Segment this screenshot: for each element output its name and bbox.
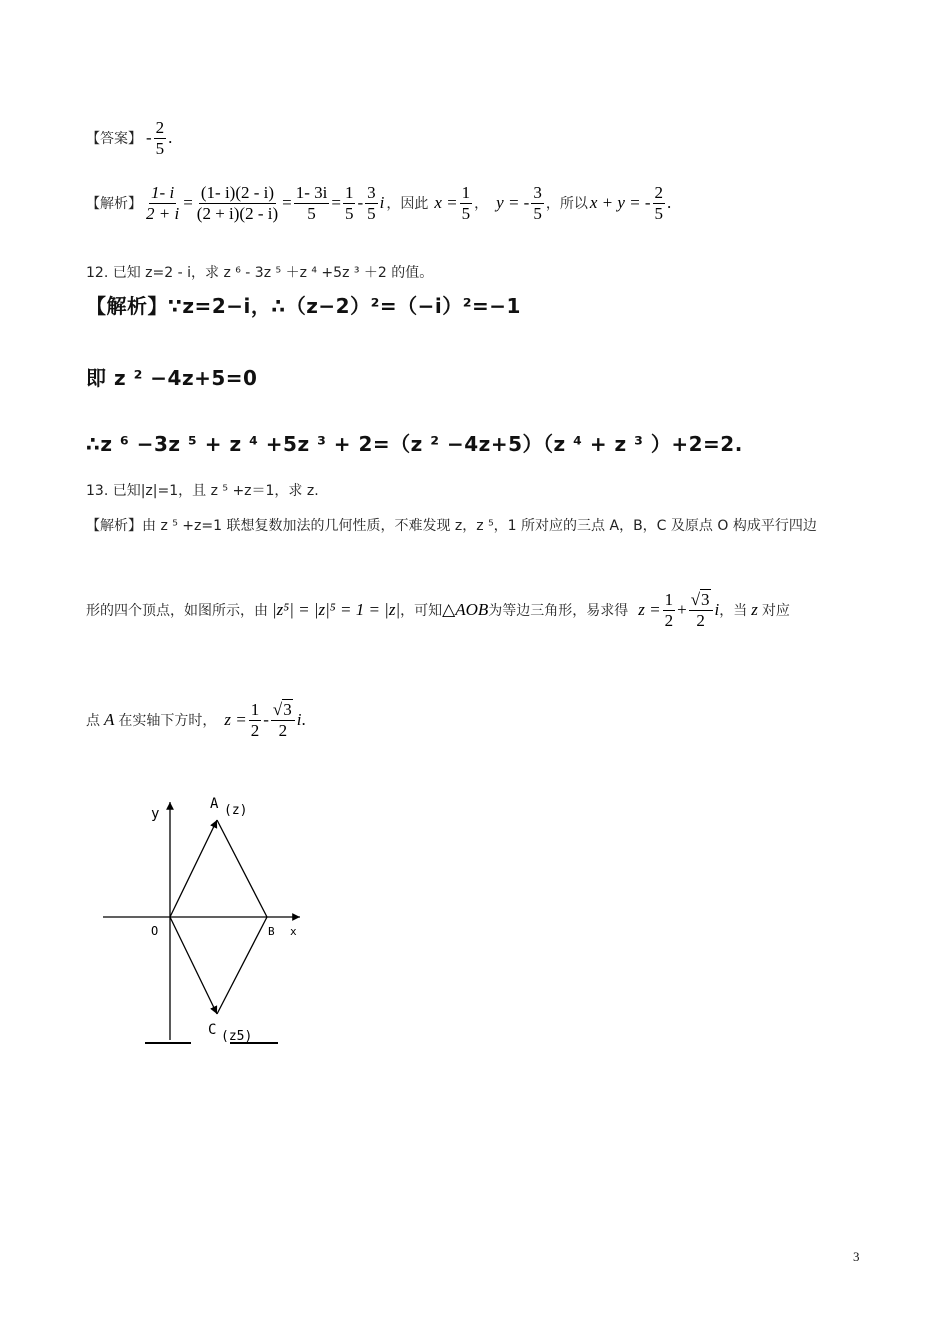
x-label: x [290,925,297,938]
answer-sign: - [146,128,152,148]
analysis-1-line: 【解析】 $\frac{1- i}{2 + i}$ = $\frac{(1- i)(2 - i)}{(2 + i)(2 - i)}$ = $\frac{1- 3i}{5}$ = $\frac{1}{5}$ - $\frac{3}{5}$ i ，因此 x = $\frac{1}{5}$ ， y = - $\frac{3}{5}$ ，所以 x + y = - $\frac{2}{5}$ . [86,183,672,223]
answer-label: 【答案】 [86,131,142,148]
fraction-half-2: $\frac{1}{2}$ [250,700,260,740]
analysis-label: 【解析】 [86,196,142,213]
fraction-sqrt3-2: $\frac{√3}{2}$ [271,700,295,740]
fraction-4: $\frac{1}{5}$ [344,183,354,223]
fraction-1: $\frac{1- i}{2 + i}$ [146,183,180,223]
fraction-5: $\frac{3}{5}$ [367,183,376,223]
fraction-xy: $\frac{2}{5}$ [654,183,664,223]
page-number: 3 [853,1249,860,1264]
point-b-label: B [268,925,275,938]
triangle-aob: △AOB [442,600,489,620]
vector-oa [170,820,217,917]
fraction-3: $\frac{1- 3i}{5}$ [295,183,328,223]
q13-solution-line-1: 【解析】由 z ⁵ +z=1 联想复数加法的几何性质，不难发现 z，z ⁵，1 所对应的三点 A，B，C 及原点 O 构成平行四边 [86,518,817,534]
q13-solution-line-3: 点 A 在实轴下方时， z = $\frac{1}{2}$ - $\frac{√3}{2}$ i . [86,700,306,740]
y-label: y [151,806,160,822]
abs-expression: |z⁵| = |z|⁵ = 1 = |z| [272,600,401,620]
fraction-2: $\frac{(1- i)(2 - i)}{(2 + i)(2 - i)}$ [196,183,279,223]
fraction-x: $\frac{1}{5}$ [461,183,471,223]
point-a-label: A [210,796,219,812]
q12-solution-line-3: ∴z ⁶ −3z ⁵ + z ⁴ +5z ³ + 2=（z ² −4z+5）（z ⁴ + z ³ ）+2=2. [86,432,743,456]
point-a-sub: (z) [224,803,248,818]
q12-solution-line-1: 【解析】∵z=2−i，∴（z−2）²=（−i）²=−1 [86,294,521,318]
vector-oc [170,917,217,1014]
q13-solution-line-2: 形的四个顶点，如图所示，由 |z⁵| = |z|⁵ = 1 = |z| ，可知 △AOB 为等边三角形，易求得 z = $\frac{1}{2}$ + $\frac{√3}{2}$ i ，当 z 对应 [86,590,790,630]
answer-line: 【答案】 - $\frac{2}{5}$ . [86,118,173,158]
fraction-sqrt3: $\frac{√3}{2}$ [689,590,713,630]
answer-fraction: $\frac{2}{5}$ [155,118,165,158]
question-13: 13. 已知|z|=1，且 z ⁵ +z＝1，求 z. [86,483,319,499]
fraction-half: $\frac{1}{2}$ [664,590,674,630]
parallelogram-figure [95,790,325,1060]
origin-label: O [151,924,159,938]
fraction-y: $\frac{3}{5}$ [533,183,542,223]
q12-solution-line-2: 即 z ² −4z+5=0 [86,366,258,390]
question-12: 12. 已知 z=2 - i，求 z ⁶ - 3z ⁵ ＋z ⁴ +5z ³ ＋2 的值。 [86,265,434,281]
point-c-label: C [208,1022,217,1038]
point-c-sub: (z5) [221,1029,253,1044]
edge-cb [217,917,267,1014]
edge-ab [217,820,267,917]
